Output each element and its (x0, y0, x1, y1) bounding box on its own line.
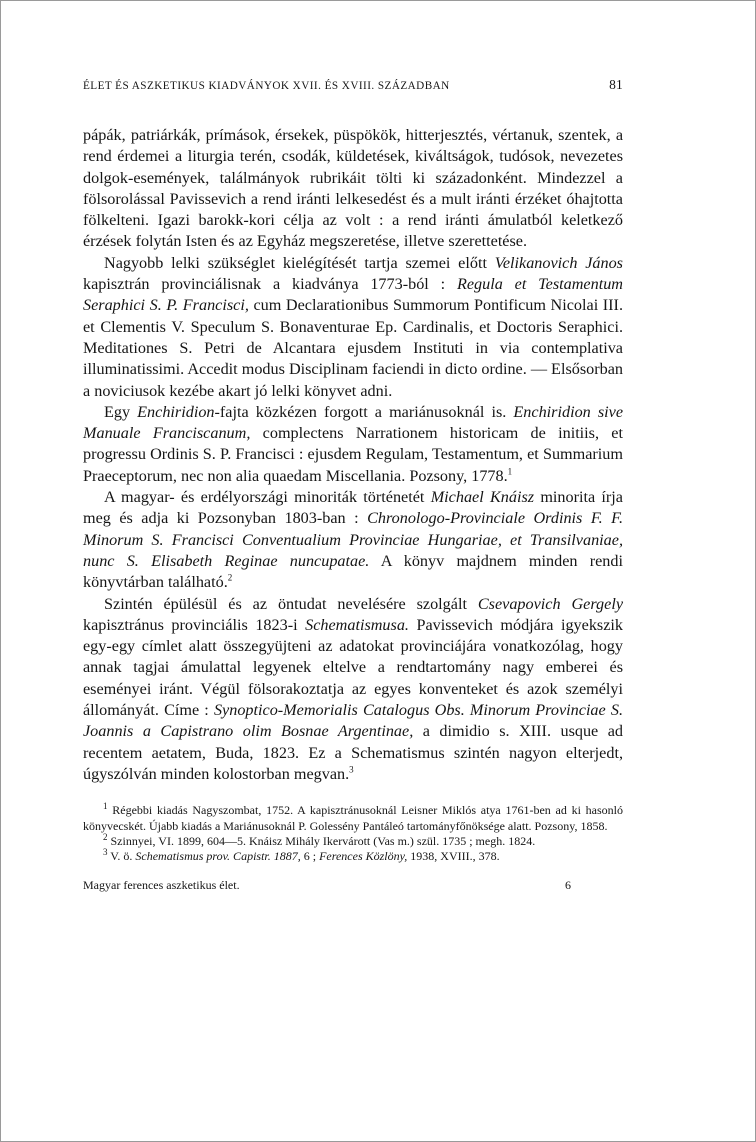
footnotes (83, 803, 623, 864)
p5-text-g: a dimidio s. XIII. usque ad recentem aetatem, Buda, 1823. Ez a Schematismus szintén nagyon elterjedt, úgyszólván minden kolostorban megvan. (83, 722, 623, 783)
footnote-3-text-a: V. ö. (107, 849, 136, 864)
paragraph-2 (83, 253, 623, 402)
footnote-3-text-e: 1938, XVIII., 378. (407, 849, 500, 864)
footnote-ref-3: 3 (349, 764, 354, 775)
footnote-1-text: Régebbi kiadás Nagyszombat, 1752. A kapisztránusoknál Leisner Miklós atya 1761-ben ad ki hasonló könyvecskét. Újabb kiadás a Mariánusoknál P. Golessény Pantáleó tartományfőnöksége alatt. Pozsony, 1858. (83, 803, 623, 833)
p3-text-a: Egy (104, 402, 138, 421)
footnote-2-text: Szinnyei, VI. 1899, 604—5. Knáisz Mihály Ikervárott (Vas m.) szül. 1735 ; megh. 1824. (107, 833, 536, 848)
p2-text-a: Nagyobb lelki szükséglet kielégítését tartja szemei előtt (104, 253, 495, 272)
footnote-3-source-2: Ferences Közlöny, (319, 849, 408, 864)
p4-text-e: A könyv majdnem minden rendi könyvtárban található. (83, 551, 623, 592)
p2-author: Velikanovich János (494, 253, 623, 272)
signature-text: Magyar ferences aszketikus élet. (83, 878, 240, 893)
signature-number: 6 (565, 878, 571, 893)
p4-book-title: Chronologo-Provinciale Ordinis F. F. Minorum S. Francisci Conventualium Provinciae Hungariae, et Transilvaniae, nunc S. Elisabeth Reginae nuncupatae. (83, 509, 623, 570)
p5-book-title: Synoptico-Memorialis Catalogus Obs. Minorum Provinciae S. Joannis a Capistrano olim Bosnae Argentinae, (83, 701, 623, 741)
running-title: ÉLET ÉS ASZKETIKUS KIADVÁNYOK XVII. ÉS XVIII. SZÁZADBAN (83, 80, 450, 92)
p2-text-e: cum Declarationibus Summorum Pontificum Nicolai III. et Clementis V. Speculum S. Bonaventurae Ep. Cardinalis, et Doctoris Seraphici. Meditationes S. Petri de Alcantara ejusdem Instituti in via contemplativa illuminatissimi. Accedit modus Disciplinam faciendi in dicto ordine. — Elsősorban a noviciusok kezébe akart jó lelki könyvet adni. (83, 296, 623, 400)
footnote-3-mark: 3 (103, 847, 108, 858)
p5-text-c: kapisztránus provinciális 1823-i (83, 615, 306, 634)
footnote-2 (83, 831, 623, 849)
paragraph-3 (83, 402, 623, 487)
p2-book-title: Regula et Testamentum Seraphici S. P. Francisci, (83, 275, 623, 315)
p5-text-e: Pavissevich módjára igyekszik egy-egy címlet alatt összegyüjteni az adatokat provinciájára vonatkozólag, hogy annak tagjai ámulattal legyenek eltelve a rendtartomány nagy emberei és eseményei iránt. Végül fölsorakoztatja az egyes konventeket és azok személyi állományát. Címe : (83, 615, 623, 720)
footnote-1-mark: 1 (103, 801, 108, 812)
p2-text-c: kapisztrán provinciálisnak a kiadványa 1773-ból : (83, 275, 457, 294)
p5-schematismus: Schematismusa. (305, 615, 409, 634)
page-number: 81 (609, 77, 623, 92)
paragraph-4 (83, 487, 623, 593)
p3-term: Enchiridion (137, 402, 215, 421)
paragraph-5 (83, 594, 623, 786)
p5-text-a: Szintén épülésül és az öntudat nevelésére szolgált (104, 594, 478, 613)
p3-text-e: complectens Narrationem historicam de initiis, et progressu Ordinis S. P. Francisci : ejusdem Regulam, Testamentum, et Summarium Praeceptorum, nec non alia quaedam Miscellania. Pozsony, 1778. (83, 424, 623, 485)
p4-text-a: A magyar- és erdélyországi minoriták történetét (104, 488, 431, 507)
footnote-ref-1: 1 (507, 466, 513, 477)
footnote-ref-2: 2 (227, 572, 233, 583)
footnote-3 (83, 849, 623, 864)
p4-text-c: minorita írja meg és adja ki Pozsonyban 1803-ban : (83, 488, 623, 528)
body-text (83, 125, 623, 785)
paragraph-1: pápák, patriárkák, prímások, érsekek, püspökök, hitterjesztés, vértanuk, szentek, a rend érdemei a liturgia terén, csodák, küldetések, kiváltságok, tudósok, nevezetes dolgok-események, találmányok rubrikáit tölti ki századonként. Mindezzel a fölsorolással Pavissevich a rend iránti lelkesedést és a mult iránti érzéket óhajtotta fölkelteni. Igazi barokk-kori célja az volt : a rend iránti ámulatból keletkező érzések folytán Isten és az Egyház megszeretése, illetve szerettetése. (83, 126, 623, 251)
p3-book-title: Enchiridion sive Manuale Franciscanum, (83, 402, 624, 443)
p3-text-c: -fajta közkézen forgott a mariánusoknál is. (214, 402, 514, 421)
footnote-1 (83, 803, 623, 834)
running-head (83, 77, 623, 99)
signature-line (83, 878, 623, 893)
p5-author: Csevapovich Gergely (477, 594, 623, 613)
footnote-3-source-1: Schematismus prov. Capistr. 1887, (135, 849, 301, 864)
footnote-3-text-c: 6 ; (300, 849, 320, 864)
footnote-2-mark: 2 (103, 831, 108, 842)
p4-author: Michael Knáisz (430, 488, 535, 507)
book-page (83, 77, 623, 893)
